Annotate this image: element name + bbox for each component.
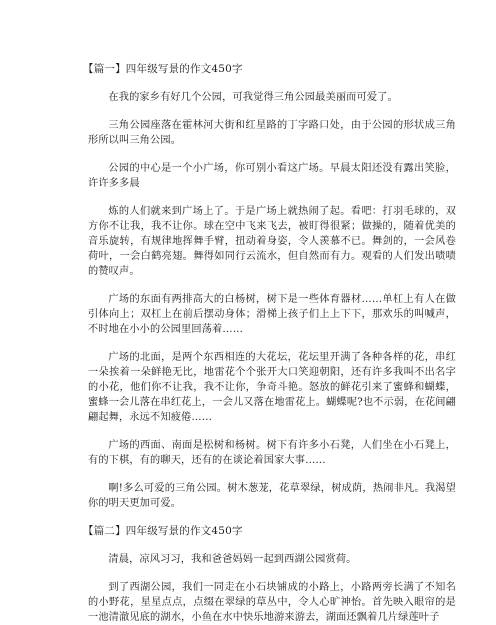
paragraph: 公园的中心是一个小广场，你可别小看这广场。早晨太阳还没有露出笑脸，许许多多晨	[88, 163, 456, 189]
paragraph: 清晨，凉风习习，我和爸爸妈妈一起到西湖公园赏荷。	[108, 554, 357, 565]
paragraph: 广场的北面，是两个东西相连的大花坛，花坛里开满了各种各样的花，串红一朵挨着一朵鲜艳无比，地雷花个个张开大口笑迎朝阳，还有许多我叫不出名字的小花，他们你不让我，我不让你，争奇斗艳。怒放的鲜花引来了蜜蜂和蝴蝶，蜜蜂一会儿落在串红花上，一会儿又落在地雷花上。蝴蝶呢?也不示弱，在花间翩翩起舞，永远不知疲倦……	[88, 352, 456, 423]
article-2-title: 【篇二】四年级写景的作文450字	[83, 525, 243, 537]
article-1-title: 【篇一】四年级写景的作文450字	[83, 63, 243, 75]
paragraph: 炼的人们就来到广场上了。于是广场上就热闹了起。看吧：打羽毛球的，双方你不让我，我不让你。球在空中飞来飞去，被盯得很紧；做操的，随着优美的音乐旋转，有规律地挥舞手臂，扭动着身姿，令人羡慕不已。舞剑的，一会风卷荷叶，一会白鹤亮翅。舞得如同行云流水，但自然而有力。观看的人们发出啧啧的赞叹声。	[88, 206, 456, 277]
paragraph: 广场的西面、南面是松树和杨树。树下有许多小石凳，人们坐在小石凳上，有的下棋，有的聊天，还有的在谈论着国家大事……	[88, 440, 456, 466]
paragraph: 啊!多么可爱的三角公园。树木葱茏，花草翠绿，树成荫，热闹非凡。我渴望你的明天更加可爱。	[88, 483, 456, 509]
paragraph: 三角公园座落在霍林河大街和红星路的丁字路口处，由于公园的形状成三角形所以叫三角公园。	[88, 120, 456, 146]
paragraph: 广场的东面有两排高大的白杨树，树下是一些体育器材……单杠上有人在做引体向上；双杠上在前后摆动身体；滑梯上孩子们上上下下，那欢乐的叫喊声，不时地在小小的公园里回荡着……	[88, 294, 456, 335]
paragraph: 在我的家乡有好几个公园，可我觉得三角公园最美丽而可爱了。	[108, 92, 398, 103]
paragraph: 到了西湖公园，我们一同走在小石块铺成的小路上，小路两旁长满了不知名的小野花，星星点点，点缀在翠绿的草丛中，令人心旷神怡。首先映入眼帘的是一池清澈见底的湖水，小鱼在水中快乐地游来游去，湖面还飘着几片绿莲叶子	[88, 582, 456, 623]
